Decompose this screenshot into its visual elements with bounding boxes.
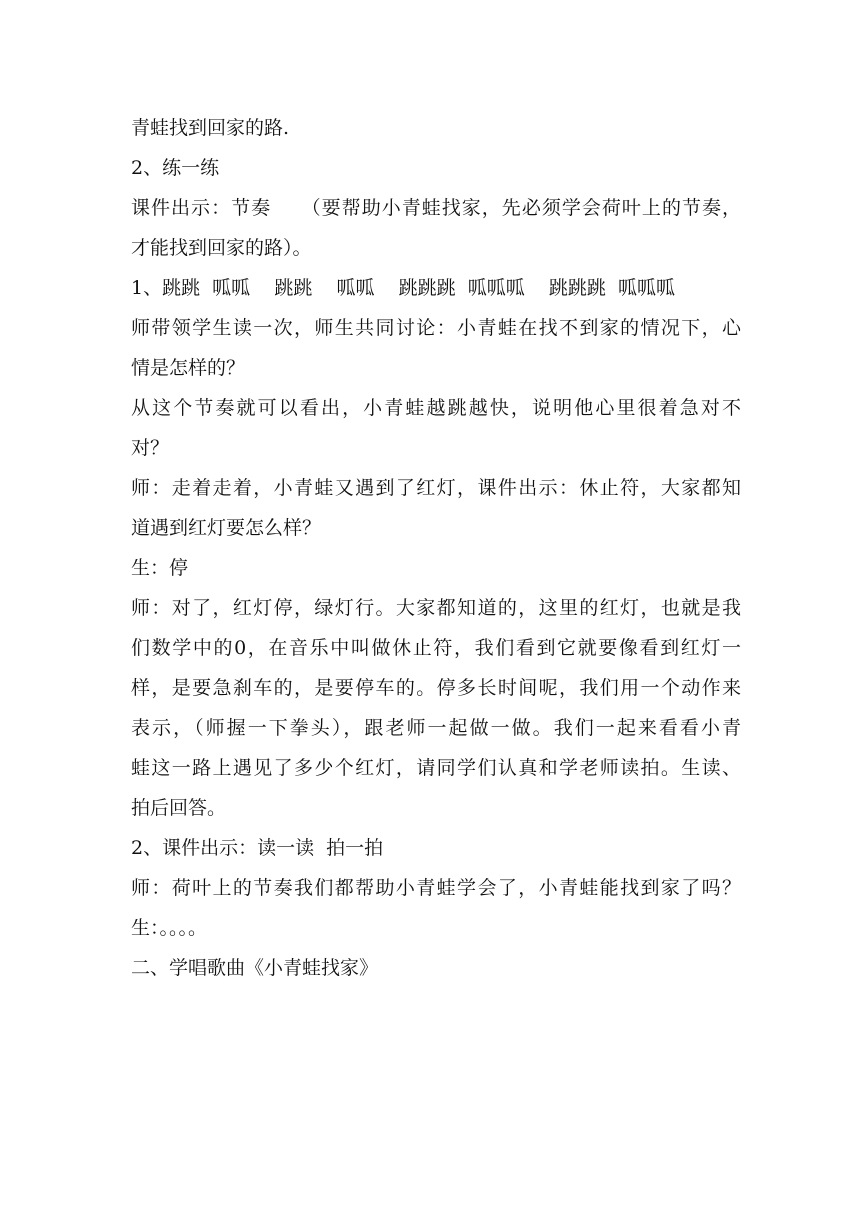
text-line: 样，是要急刹车的，是要停车的。停多长时间呢，我们用一个动作来 xyxy=(131,677,741,699)
text-line: 蛙这一路上遇见了多少个红灯，请同学们认真和学老师读拍。生读、 xyxy=(131,757,741,779)
document-body xyxy=(131,108,741,988)
section-heading: 2、练一练 xyxy=(131,157,220,179)
text-line: 才能找到回家的路）。 xyxy=(131,237,312,259)
section-heading: 二、学唱歌曲《小青蛙找家》 xyxy=(131,957,379,979)
text-line: 生：停 xyxy=(131,557,189,579)
text-line: 生：。。。。 xyxy=(131,917,208,939)
text-line: 青蛙找到回家的路. xyxy=(131,117,290,139)
text-line: 对？ xyxy=(131,437,170,459)
text-line: 课件出示：节奏 （要帮助小青蛙找家，先必须学会荷叶上的节奏， xyxy=(131,197,741,219)
text-line: 情是怎样的？ xyxy=(131,357,246,379)
text-line: 道遇到红灯要怎么样？ xyxy=(131,517,322,539)
section-heading: 2、课件出示：读一读 拍一拍 xyxy=(131,837,384,859)
text-line: 拍后回答。 xyxy=(131,797,227,819)
text-line: 师：荷叶上的节奏我们都帮助小青蛙学会了，小青蛙能找到家了吗？ xyxy=(131,877,741,899)
text-line: 师：走着走着，小青蛙又遇到了红灯，课件出示：休止符，大家都知 xyxy=(131,477,741,499)
text-line: 们数学中的0，在音乐中叫做休止符，我们看到它就要像看到红灯一 xyxy=(131,637,741,659)
text-line: 表示，（师握一下拳头），跟老师一起做一做。我们一起来看看小青 xyxy=(131,717,741,739)
text-line: 从这个节奏就可以看出，小青蛙越跳越快，说明他心里很着急对不 xyxy=(131,397,741,419)
text-line: 师：对了，红灯停，绿灯行。大家都知道的，这里的红灯，也就是我 xyxy=(131,597,741,619)
text-line: 师带领学生读一次，师生共同讨论：小青蛙在找不到家的情况下，心 xyxy=(131,317,741,339)
rhythm-line: 1、跳跳 呱呱 跳跳 呱呱 跳跳跳 呱呱呱 跳跳跳 呱呱呱 xyxy=(131,277,675,299)
